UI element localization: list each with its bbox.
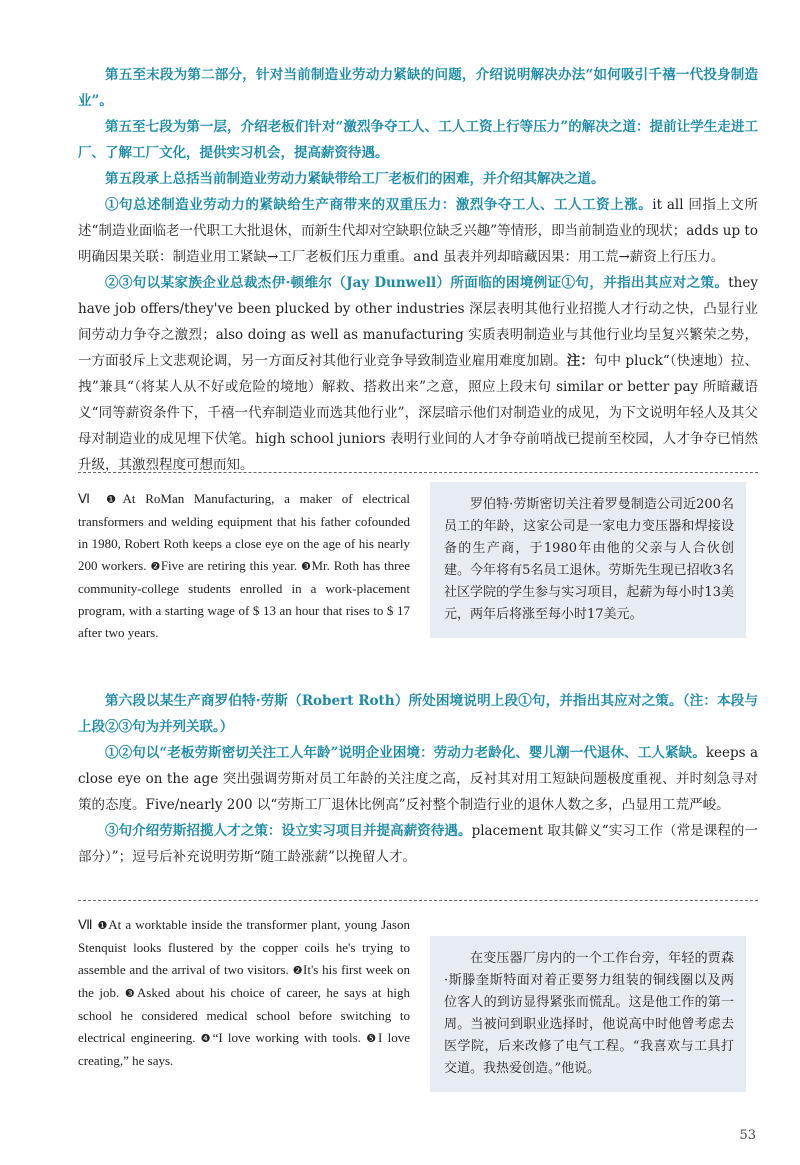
sentence: It's his first week on the job. [78,962,411,1000]
analysis-text: 句中 pluck“（快速地）拉、拽”兼具“（将某人从不好或危险的境地）解救、搭救出来”之意，照应上段末句 similar or better pay 所暗藏语义“同等薪资条件下，千禧一代弃制造业而选其他行业”，深层暗示他们对制造业的成见，为下文说明年轻人及其父母对制造业的成见埋下伏笔。high school juniors 表明行业间的人才争夺前哨战已提前至校园，人才争夺已悄然升级，其激烈程度可想而知。 [78,353,759,473]
translation-box-6 [430,482,746,638]
analysis-highlight: ③句介绍劳斯招揽人才之策：设立实习项目并提高薪资待遇。 [105,823,472,839]
analysis-paragraph [78,270,758,478]
roman-numeral: Ⅵ [78,491,97,506]
sentence: Five are retiring this year. [160,558,298,573]
analysis-highlight: ①句总述制造业劳动力的紧缺给生产商带来的双重压力：激烈争夺工人、工人工资上涨。 [105,197,653,213]
sentence: I love creating,” he says. [78,1030,410,1068]
sentence: Mr. Roth has three community-college students enrolled in a work-placement program, with a starting wage of $ 13 an hour that rises to $ 17 after two years. [78,558,411,640]
analysis-text: it all 回指上文所述“制造业面临老一代职工大批退休，而新生代却对空缺职位缺乏兴趣”等情形，即当前制造业的现状；adds up to 明确因果关联：制造业用工紧缺→工厂老板们压力重重。and 虽表并列却暗藏因果：用工荒→薪资上行压力。 [78,197,759,265]
sentence-marker: ❹ [200,1032,213,1045]
translation-text: 在变压器厂房内的一个工作台旁，年轻的贾森·斯滕奎斯特面对着正要努力组装的铜线圈以及两位客人的到访显得紧张而慌乱。这是他工作的第一周。当被问到职业选择时，他说高中时他曾考虑去医学院，后来改修了电气工程。“我喜欢与工具打交道。我热爱创造。”他说。 [444,951,734,1076]
separator-line [78,900,758,901]
sentence: At RoMan Manufacturing, a maker of electrical transformers and welding equipment that his father cofounded in 1980, Robert Roth keeps a close eye on the age of his nearly 200 workers. [78,491,410,573]
analysis-paragraph [78,192,758,270]
analysis-paragraph [78,740,758,818]
analysis-text: they have job offers/they've been plucked by other industries 深层表明其他行业招揽人才行动之快，凸显行业间劳动力争夺之激烈；also doing as well as manufacturing 实质表明制造业与其他行业均呈复兴繁荣之势，一方面驳斥上文悲观论调，另一方面反衬其他行业竞争导致制造业雇用难度加剧。 [78,275,758,369]
analysis-paragraph [78,818,758,870]
analysis-section-2 [78,688,758,870]
separator-line [78,472,758,473]
sentence: At a worktable inside the transformer plant, young Jason Stenquist looks flustered by the copper coils he's trying to assemble and the arrival of two visitors. [78,917,410,977]
english-paragraph-6 [78,488,410,644]
sentence-marker: ❶ [106,493,123,506]
roman-numeral: Ⅶ [78,917,94,932]
translation-text: 罗伯特·劳斯密切关注着罗曼制造公司近200名员工的年龄，这家公司是一家电力变压器和焊接设备的生产商，于1980年由他的父亲与人合伙创建。今年将有5名员工退休。劳斯先生现已招收3名社区学院的学生参与实习项目，起薪为每小时13美元，两年后将涨至每小时17美元。 [444,497,734,622]
sentence-marker: ❷ [150,560,161,573]
analysis-paragraph: 第五段承上总括当前制造业劳动力紧缺带给工厂老板们的困难，并介绍其解决之道。 [105,171,605,187]
sentence-marker: ❶ [97,919,109,932]
analysis-paragraph: 第六段以某生产商罗伯特·劳斯（Robert Roth）所处困境说明上段①句，并指出其应对之策。（注：本段与上段②③句为并列关联。） [78,693,758,735]
sentence: “I love working with tools. [212,1030,361,1045]
analysis-paragraph: 第五至七段为第一层，介绍老板们针对“激烈争夺工人、工人工资上行等压力”的解决之道：提前让学生走进工厂、了解工厂文化，提供实习机会，提高薪资待遇。 [78,119,758,161]
sentence-marker: ❺ [366,1032,379,1045]
analysis-text: placement 取其僻义“实习工作（常是课程的一部分）”；逗号后补充说明劳斯“随工龄涨薪”以挽留人才。 [78,823,758,865]
sentence-marker: ❸ [301,560,312,573]
page-number: 53 [739,1128,756,1143]
sentence-marker: ❷ [292,964,303,977]
analysis-section-1 [78,62,758,478]
analysis-highlight: ②③句以某家族企业总裁杰伊·顿维尔（Jay Dunwell）所面临的困境例证①句，并指出其应对之策。 [105,275,729,291]
note-label: 注： [566,353,594,369]
translation-box-7 [430,936,746,1092]
analysis-highlight: ①②句以“老板劳斯密切关注工人年龄”说明企业困境：劳动力老龄化、婴儿潮一代退休、工人紧缺。 [105,745,706,761]
analysis-text: keeps a close eye on the age 突出强调劳斯对员工年龄的关注度之高，反衬其对用工短缺问题极度重视、并时刻急寻对策的态度。Five/nearly 200 以“劳斯工厂退休比例高”反衬整个制造行业的退休人数之多，凸显用工荒严峻。 [78,745,759,813]
sentence-marker: ❸ [124,987,137,1000]
english-paragraph-7 [78,914,410,1072]
analysis-paragraph: 第五至末段为第二部分，针对当前制造业劳动力紧缺的问题，介绍说明解决办法“如何吸引千禧一代投身制造业”。 [78,67,758,109]
sentence: Asked about his choice of career, he says at high school he considered medical school before switching to electrical engineering. [78,985,411,1045]
